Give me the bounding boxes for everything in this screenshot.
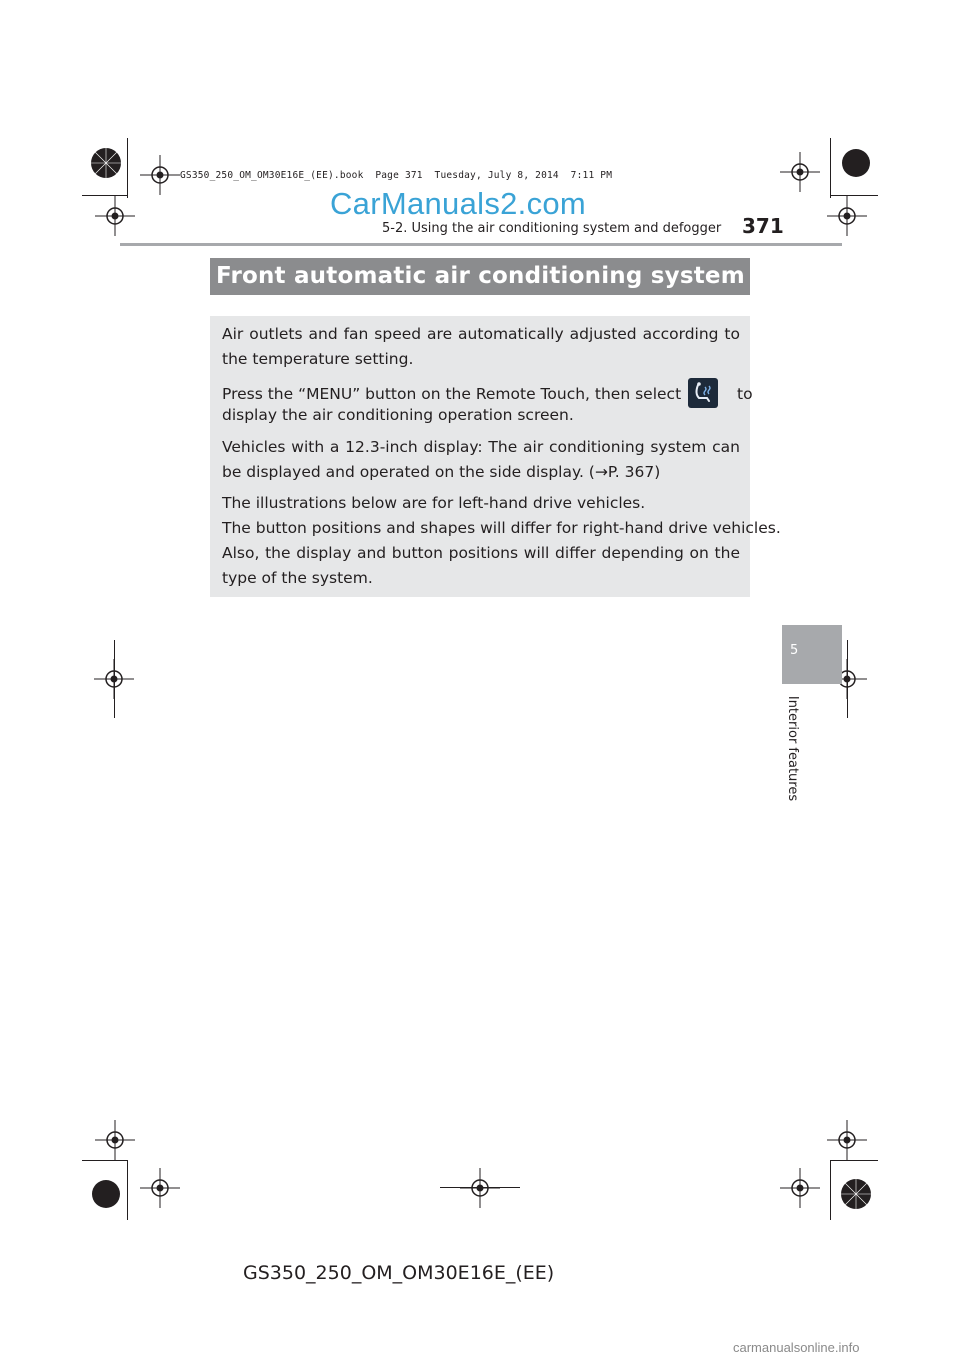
filled-circle-mark-icon (840, 147, 872, 179)
crop-line (114, 640, 115, 718)
crosshair-mark-icon (140, 155, 180, 195)
crop-line (830, 138, 831, 198)
watermark-bottom: carmanualsonline.info (733, 1340, 860, 1355)
crosshair-mark-icon (460, 1168, 500, 1208)
crop-line (830, 1160, 831, 1220)
crosshair-mark-icon (95, 196, 135, 236)
chapter-number: 5 (790, 643, 799, 658)
crop-line (830, 195, 878, 196)
header-rule (120, 243, 842, 246)
page-number: 371 (742, 214, 784, 238)
paragraph-menu-select-text: Press the “MENU” button on the Remote Touch, then select (222, 385, 682, 403)
paragraph-menu-select-tail: to (737, 385, 753, 403)
crop-line (82, 1160, 127, 1161)
crop-line (82, 195, 127, 196)
crop-line (440, 1187, 520, 1188)
page-heading: Front automatic air conditioning system (216, 263, 745, 289)
filled-circle-mark-icon (90, 1178, 122, 1210)
crosshair-mark-icon (95, 1120, 135, 1160)
paragraph-rhd-note: The button positions and shapes will differ for right-hand drive vehicles. (222, 519, 781, 537)
section-title: 5-2. Using the air conditioning system and defogger (382, 221, 722, 236)
starburst-mark-icon (90, 147, 122, 179)
crosshair-mark-icon (827, 1120, 867, 1160)
paragraph-side-display: Vehicles with a 12.3-inch display: The air conditioning system can be displayed and operated on the side display. (→P. 367) (222, 438, 740, 481)
paragraph-lhd-note: The illustrations below are for left-hand drive vehicles. (222, 494, 646, 512)
watermark-top: CarManuals2.com (330, 186, 587, 221)
crop-line (127, 138, 128, 198)
crop-line (847, 640, 848, 718)
crosshair-mark-icon (780, 1168, 820, 1208)
book-print-stamp: GS350_250_OM_OM30E16E_(EE).book Page 371 Tuesday, July 8, 2014 7:11 PM (180, 170, 613, 181)
chapter-label: Interior features (785, 695, 800, 802)
crosshair-mark-icon (140, 1168, 180, 1208)
footer-model-code: GS350_250_OM_OM30E16E_(EE) (243, 1262, 555, 1284)
crop-line (830, 1160, 878, 1161)
paragraph-menu-select-line2: display the air conditioning operation screen. (222, 406, 574, 424)
crosshair-mark-icon (827, 196, 867, 236)
starburst-mark-icon (840, 1178, 872, 1210)
paragraph-system-type-note: Also, the display and button positions will differ depending on the type of the system. (222, 544, 740, 587)
paragraph-auto-adjust: Air outlets and fan speed are automatically adjusted according to the temperature setting. (222, 325, 740, 368)
crosshair-mark-icon (780, 152, 820, 192)
crop-line (127, 1160, 128, 1220)
